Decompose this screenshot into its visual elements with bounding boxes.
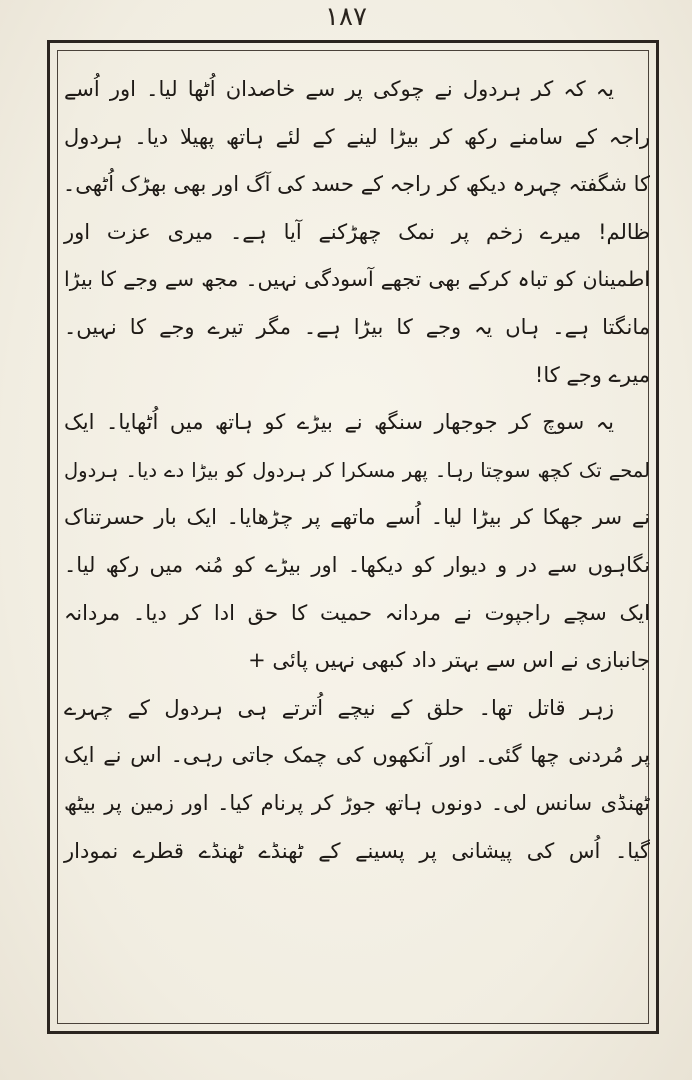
text-line: یہ سوچ کر جوجھار سنگھ نے بیڑے کو ہاتھ میں اُٹھایا۔ ایک xyxy=(64,410,614,435)
text-line: زہر قاتل تھا۔ حلق کے نیچے اُترتے ہی ہردول کے چہرے xyxy=(64,695,614,720)
text-line: نگاہوں سے در و دیوار کو دیکھا۔ اور بیڑے کو مُنہ میں رکھ لیا۔ xyxy=(64,552,650,577)
text-line: مانگتا ہے۔ ہاں یہ وجے کا بیڑا ہے۔ مگر تیرے وجے کا نہیں۔ xyxy=(64,314,650,339)
text-line: ٹھنڈی سانس لی۔ دونوں ہاتھ جوڑ کر پرنام کیا۔ اور زمین پر بیٹھ xyxy=(64,790,650,815)
text-line: لمحے تک کچھ سوچتا رہا۔ پھر مسکرا کر ہردول کو بیڑا دے دیا۔ ہردول xyxy=(64,458,650,482)
text-line: اطمینان کو تباہ کرکے بھی تجھے آسودگی نہیں۔ مجھ سے وجے کا بیڑا xyxy=(64,267,650,292)
text-line: یہ کہ کر ہردول نے چوکی پر سے خاصدان اُٹھا لیا۔ اور اُسے xyxy=(64,77,614,101)
text-line: جانبازی نے اس سے بہتر داد کبھی نہیں پائی + xyxy=(248,648,650,673)
text-line: پر مُردنی چھا گئی۔ اور آنکھوں کی چمک جاتی رہی۔ اس نے ایک xyxy=(64,743,650,768)
page-number: ۱۸۷ xyxy=(325,2,367,32)
text-line: نے سر جھکا کر بیڑا لیا۔ اُسے ماتھے پر چڑھایا۔ ایک بار حسرتناک xyxy=(64,505,650,530)
body-text xyxy=(64,66,650,875)
text-line: کا شگفتہ چہرہ دیکھ کر راجہ کے حسد کی آگ اور بھی بھڑک اُٹھی۔ xyxy=(62,172,650,197)
text-line: راجہ کے سامنے رکھ کر بیڑا لینے کے لئے ہاتھ پھیلا دیا۔ ہردول xyxy=(64,124,650,149)
text-line: میرے وجے کا! xyxy=(534,362,650,387)
text-line: ظالم! میرے زخم پر نمک چھڑکنے آیا ہے۔ میری عزت اور xyxy=(64,219,650,244)
text-line: ایک سچے راجپوت نے مردانہ حمیت کا حق ادا کر دیا۔ مردانہ xyxy=(64,600,650,625)
text-line: گیا۔ اُس کی پیشانی پر پسینے کے ٹھنڈے ٹھنڈے قطرے نمودار xyxy=(64,838,650,863)
